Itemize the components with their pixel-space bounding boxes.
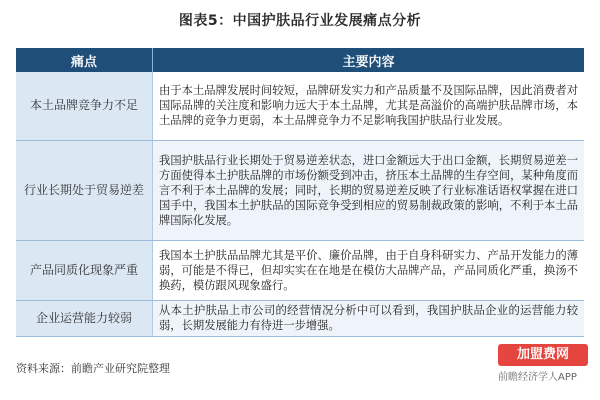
- table-row: [16, 300, 584, 336]
- table-row: [16, 240, 584, 300]
- header-main-content: 主要内容: [153, 48, 585, 72]
- chart-title: 图表5：中国护肤品行业发展痛点分析: [178, 13, 422, 29]
- table-row: [16, 72, 584, 140]
- pain-point-table: [16, 48, 584, 337]
- pain-point-cell: 行业长期处于贸易逆差: [16, 140, 153, 240]
- pain-point-cell: 本土品牌竞争力不足: [16, 72, 153, 140]
- content-cell: 我国本土护肤品品牌尤其是平价、廉价品牌，由于自身科研实力、产品开发能力的薄弱，可能是不得已，但却实实在在地是在模仿大品牌产品，产品同质化严重，换汤不换药，模仿跟风现象盛行。: [153, 240, 585, 300]
- content-cell: 由于本土品牌发展时间较短，品牌研发实力和产品质量不及国际品牌，因此消费者对国际品牌的关注度和影响力远大于本土品牌，尤其是高溢价的高端护肤品牌市场，本土品牌的竞争力更弱，本土品牌竞争力不足影响我国护肤品行业发展。: [153, 72, 585, 140]
- pain-point-cell: 产品同质化现象严重: [16, 240, 153, 300]
- watermark-app-label: 前瞻经济学人APP: [498, 372, 577, 383]
- content-cell: 从本土护肤品上市公司的经营情况分析中可以看到，我国护肤品企业的运营能力较弱，长期发展能力有待进一步增强。: [153, 300, 585, 336]
- content-cell: 我国护肤品行业长期处于贸易逆差状态，进口金额远大于出口金额，长期贸易逆差一方面使得本土护肤品牌的市场份额受到冲击，挤压本土品牌的生存空间，某种角度而言不利于本土品牌的发展；同时，长期的贸易逆差反映了行业标准话语权掌握在进口国手中，我国本土护肤品的国际竞争受到相应的贸易制裁政策的影响，不利于本土品牌国际化发展。: [153, 140, 585, 240]
- source-note: 资料来源：前瞻产业研究院整理: [16, 362, 170, 375]
- table-header-row: [16, 48, 584, 72]
- header-pain-point: 痛点: [16, 48, 153, 72]
- table-row: [16, 140, 584, 240]
- watermark-badge: 加盟费网: [498, 344, 588, 366]
- pain-point-cell: 企业运营能力较弱: [16, 300, 153, 336]
